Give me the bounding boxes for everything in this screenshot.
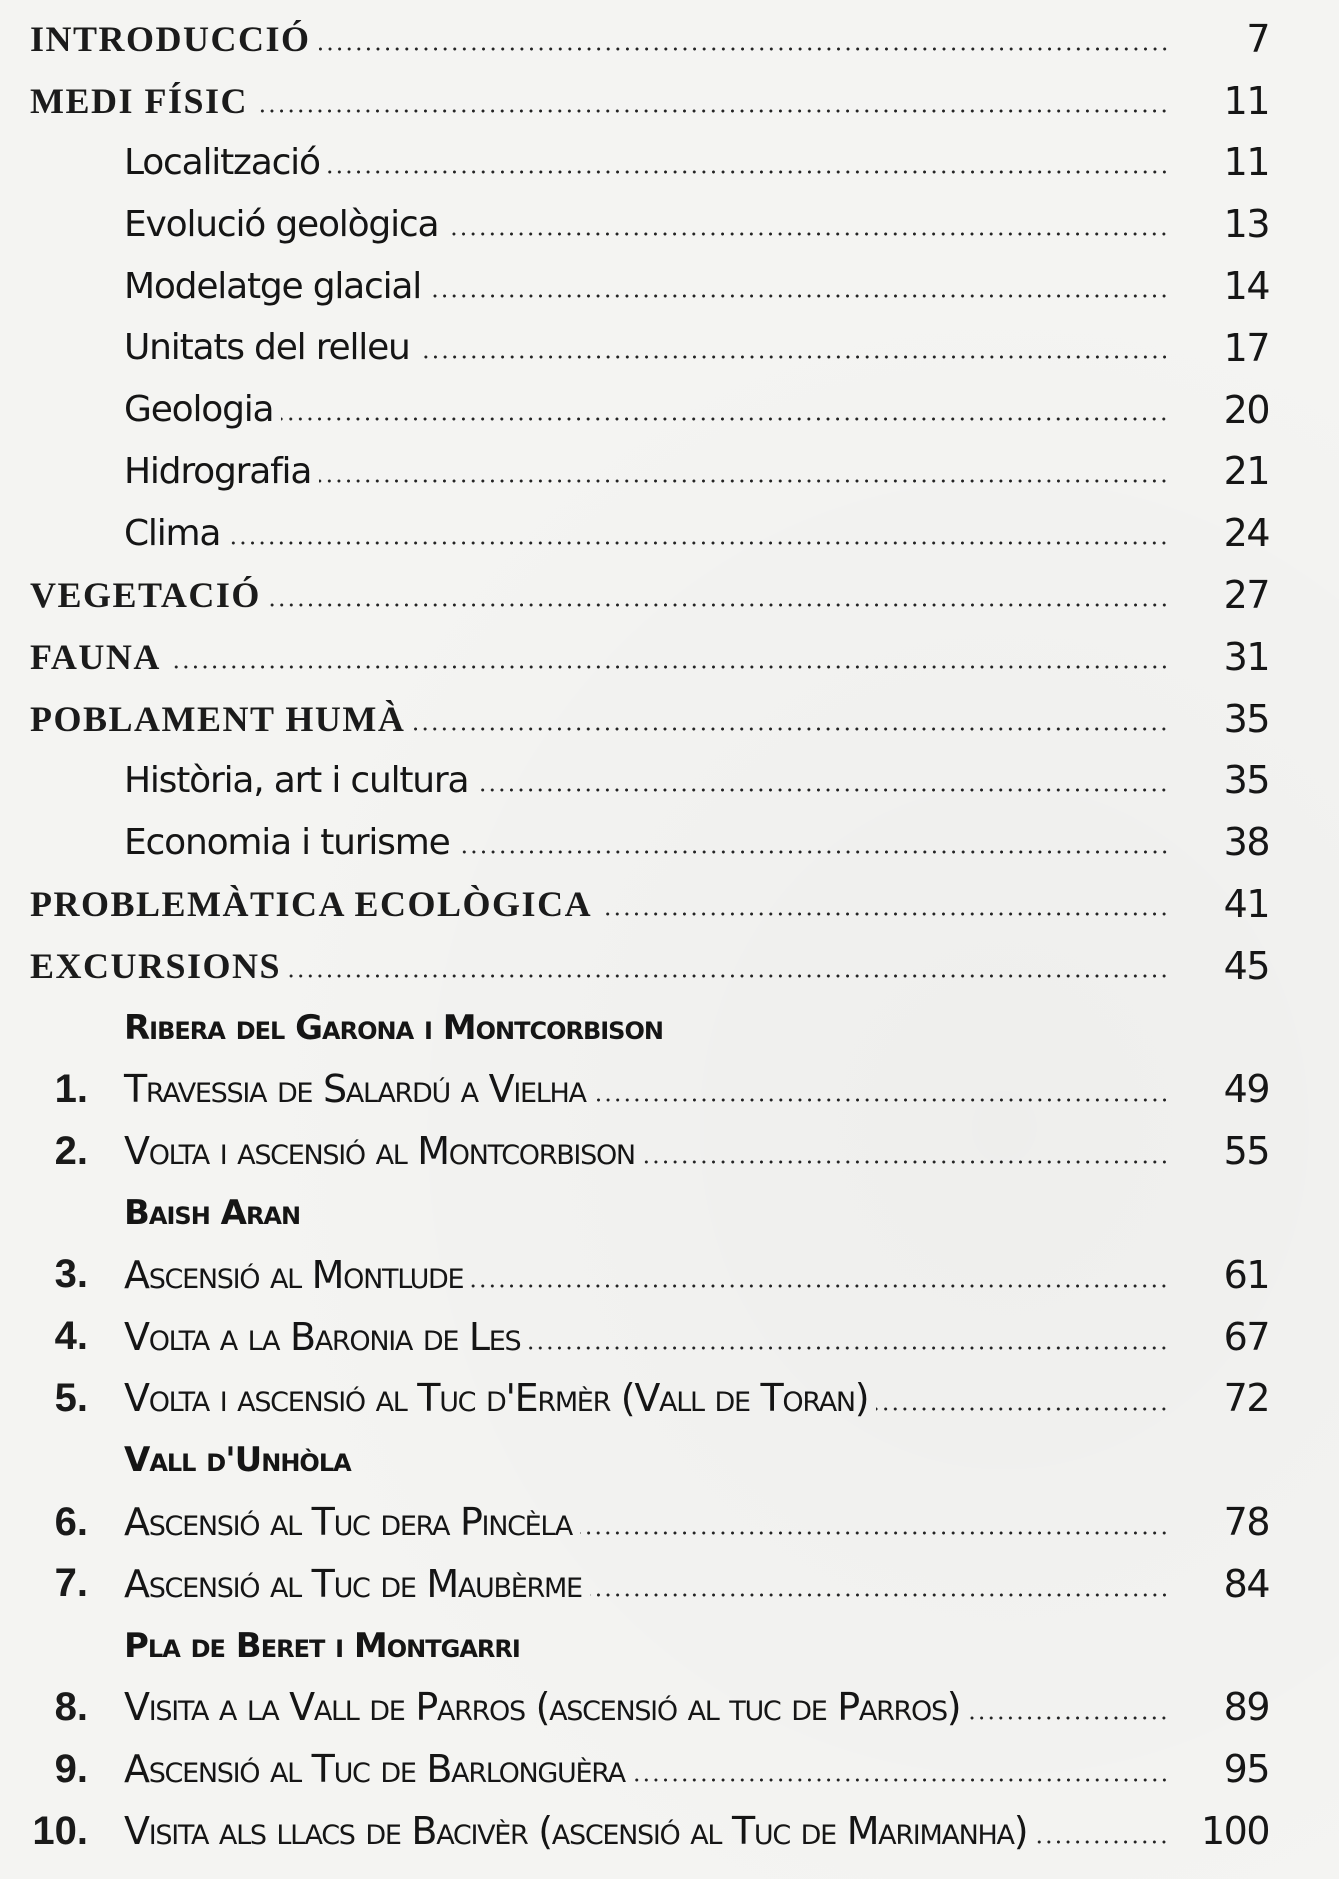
page-number: 49 (1223, 1067, 1269, 1112)
page-number: 41 (1223, 882, 1269, 927)
entry-line (124, 266, 1169, 307)
dot-leader (319, 479, 1169, 483)
entry-number: 8. (54, 1684, 88, 1729)
entry-number: 6. (54, 1499, 88, 1544)
toc-entry (0, 132, 1339, 194)
entry-line (124, 1376, 1169, 1420)
page-number: 21 (1223, 449, 1269, 494)
dot-leader (458, 850, 1169, 854)
entry-line (124, 1809, 1169, 1853)
entry-number: 2. (54, 1128, 88, 1173)
entry-title: Unitats del relleu (124, 327, 410, 369)
page-number: 84 (1223, 1561, 1269, 1606)
section-heading-row (0, 1182, 1339, 1244)
dot-leader (281, 417, 1169, 421)
toc-entry (0, 1800, 1339, 1862)
dot-leader (418, 355, 1169, 359)
entry-line (124, 1685, 1169, 1729)
entry-title: PROBLEMÀTICA ECOLÒGICA (30, 884, 593, 925)
dot-leader (413, 727, 1169, 731)
entry-number: 9. (54, 1746, 88, 1791)
entry-line (124, 327, 1169, 368)
entry-line (30, 636, 1169, 678)
dot-leader (580, 1531, 1169, 1535)
toc-entry (0, 688, 1339, 750)
toc-entry (0, 193, 1339, 255)
entry-line (30, 945, 1169, 987)
entry-title: Història, art i cultura (124, 759, 469, 801)
page-number: 35 (1223, 758, 1269, 803)
section-heading: Baish Aran (124, 1193, 301, 1234)
entry-title: Modelatge glacial (124, 265, 422, 307)
dot-leader (429, 294, 1169, 298)
entry-line (124, 451, 1169, 492)
dot-leader (269, 603, 1169, 607)
page-number: 27 (1223, 573, 1269, 618)
page-number: 89 (1223, 1685, 1269, 1730)
entry-line (124, 1067, 1169, 1111)
dot-leader (876, 1407, 1169, 1411)
entry-line (124, 142, 1169, 183)
entry-number: 5. (54, 1375, 88, 1420)
toc-entry (0, 1677, 1339, 1739)
entry-title: FAUNA (30, 636, 161, 677)
entry-title: Evolució geològica (124, 203, 439, 245)
toc-entry (0, 502, 1339, 564)
page-number: 67 (1223, 1314, 1269, 1359)
entry-number: 7. (54, 1561, 88, 1606)
entry-title: POBLAMENT HUMÀ (30, 698, 406, 739)
table-of-contents (0, 8, 1339, 1862)
toc-entry (0, 379, 1339, 441)
page-number: 11 (1223, 140, 1269, 185)
dot-leader (471, 1284, 1169, 1288)
entry-title: Ascensió al Montlude (124, 1252, 464, 1297)
page-number: 11 (1223, 78, 1269, 123)
entry-line (124, 1562, 1169, 1606)
toc-entry (0, 935, 1339, 997)
dot-leader (643, 1160, 1169, 1164)
page-number: 61 (1223, 1252, 1269, 1297)
section-heading: Vall d'Unhòla (124, 1440, 351, 1481)
entry-title: Ascensió al Tuc de Maubèrme (124, 1561, 582, 1606)
toc-entry (0, 626, 1339, 688)
toc-entry (0, 441, 1339, 503)
dot-leader (1035, 1840, 1169, 1844)
toc-entry (0, 1491, 1339, 1553)
entry-title: Clima (124, 512, 221, 554)
dot-leader (446, 232, 1169, 236)
toc-entry (0, 317, 1339, 379)
entry-number: 4. (54, 1314, 88, 1359)
entry-title: Volta i ascensió al Tuc d'Ermèr (Vall de Toran) (124, 1376, 869, 1421)
entry-line (30, 574, 1169, 616)
toc-entry (0, 1738, 1339, 1800)
dot-leader (328, 170, 1169, 174)
entry-title: Visita a la Vall de Parros (ascensió al tuc de Parros) (124, 1685, 961, 1730)
dot-leader (528, 1346, 1169, 1350)
section-heading: Pla de Beret i Montgarri (124, 1625, 520, 1666)
entry-line (30, 80, 1169, 122)
page-number: 17 (1223, 325, 1269, 370)
toc-entry (0, 1553, 1339, 1615)
entry-title: Volta i ascensió al Montcorbison (124, 1129, 635, 1174)
dot-leader (289, 974, 1169, 978)
dot-leader (590, 1593, 1169, 1597)
page-number: 38 (1223, 820, 1269, 865)
entry-title: Geologia (124, 389, 274, 431)
entry-line (124, 513, 1169, 554)
entry-line (124, 1315, 1169, 1359)
page-number: 20 (1223, 387, 1269, 432)
entry-line (124, 822, 1169, 863)
page-number: 35 (1223, 696, 1269, 741)
page-number: 31 (1223, 634, 1269, 679)
entry-number: 1. (54, 1066, 88, 1111)
dot-leader (968, 1716, 1169, 1720)
entry-title: Localització (124, 141, 320, 183)
entry-number: 10. (32, 1808, 88, 1853)
section-heading-row (0, 1615, 1339, 1677)
entry-line (30, 18, 1169, 60)
toc-entry (0, 70, 1339, 132)
page-number: 78 (1223, 1500, 1269, 1545)
toc-entry (0, 8, 1339, 70)
entry-title: Ascensió al Tuc dera Pincèla (124, 1500, 572, 1545)
toc-entry (0, 1244, 1339, 1306)
page-number: 55 (1223, 1129, 1269, 1174)
page-number: 7 (1246, 16, 1269, 61)
section-heading-row (0, 997, 1339, 1059)
page-number: 13 (1223, 202, 1269, 247)
section-heading-row (0, 1429, 1339, 1491)
entry-title: Volta a la Baronia de Les (124, 1314, 521, 1359)
entry-line (124, 389, 1169, 430)
dot-leader (633, 1778, 1169, 1782)
entry-number: 3. (54, 1252, 88, 1297)
entry-title: Travessia de Salardú a Vielha (124, 1067, 586, 1112)
entry-line (124, 1440, 1169, 1480)
entry-line (124, 1500, 1169, 1544)
page-number: 95 (1223, 1747, 1269, 1792)
entry-line (124, 1747, 1169, 1791)
toc-entry (0, 255, 1339, 317)
entry-line (124, 760, 1169, 801)
dot-leader (476, 788, 1169, 792)
page-number: 72 (1223, 1376, 1269, 1421)
entry-line (124, 1253, 1169, 1297)
entry-title: INTRODUCCIÓ (30, 18, 311, 59)
page-number: 24 (1223, 511, 1269, 556)
entry-title: MEDI FÍSIC (30, 80, 249, 121)
toc-entry (0, 1306, 1339, 1368)
entry-title: Hidrografia (124, 450, 312, 492)
entry-title: Economia i turisme (124, 821, 450, 863)
dot-leader (594, 1098, 1169, 1102)
toc-entry (0, 873, 1339, 935)
dot-leader (600, 912, 1169, 916)
entry-line (30, 698, 1169, 740)
dot-leader (228, 541, 1169, 545)
toc-entry (0, 1059, 1339, 1121)
entry-line (124, 1008, 1169, 1048)
entry-line (30, 883, 1169, 925)
toc-entry (0, 811, 1339, 873)
dot-leader (319, 47, 1169, 51)
entry-title: EXCURSIONS (30, 945, 282, 986)
page-number: 45 (1223, 943, 1269, 988)
toc-entry (0, 750, 1339, 812)
page-number: 14 (1223, 264, 1269, 309)
page-number: 100 (1200, 1809, 1269, 1853)
toc-entry (0, 1120, 1339, 1182)
toc-entry (0, 564, 1339, 626)
entry-title: Ascensió al Tuc de Barlonguèra (124, 1747, 625, 1792)
entry-title: VEGETACIÓ (30, 575, 261, 616)
entry-title: Visita als llacs de Bacivèr (ascensió al Tuc de Marimanha) (124, 1809, 1028, 1853)
entry-line (124, 1193, 1169, 1233)
section-heading: Ribera del Garona i Montcorbison (124, 1007, 663, 1048)
dot-leader (256, 109, 1169, 113)
entry-line (124, 204, 1169, 245)
toc-entry (0, 1368, 1339, 1430)
entry-line (124, 1626, 1169, 1666)
dot-leader (169, 665, 1169, 669)
entry-line (124, 1129, 1169, 1173)
